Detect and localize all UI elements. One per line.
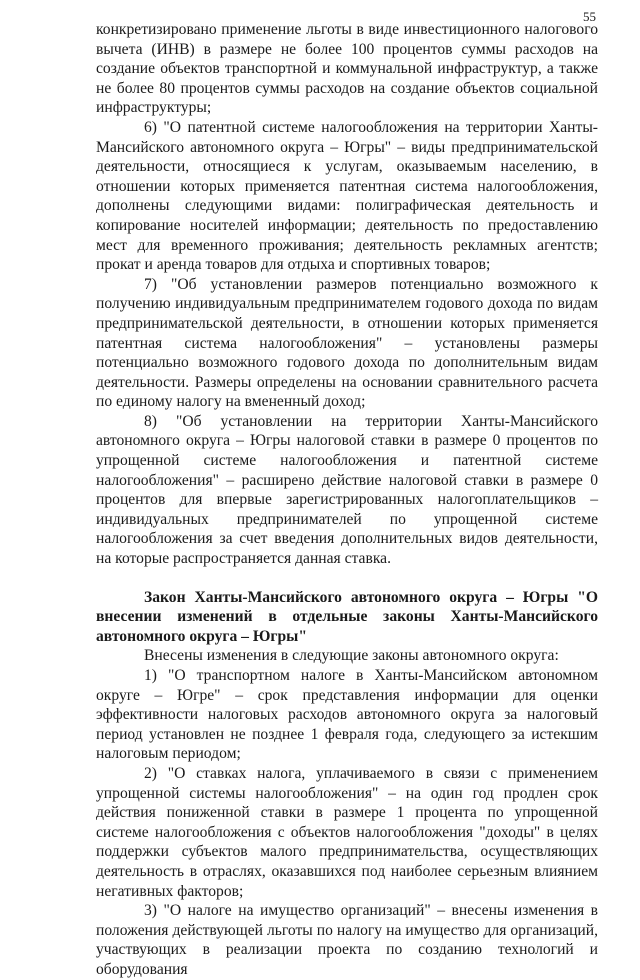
paragraph-law-2: 2) "О ставках налога, уплачиваемого в связи с применением упрощенной системы налогообложения" – на один год продлен срок действия пониженной ставки в размере 1 процента по упрощенной системе налогообложения с объектов налогообложения "доходы" в целях поддержки субъектов малого предпринимательства, осуществляющих деятельность в отраслях, оказавшихся под наиболее серьезным влиянием негативных факторов; xyxy=(96,764,598,900)
paragraph-item-7: 7) "Об установлении размеров потенциально возможного к получению индивидуальным предпринимателем годового дохода по видам предпринимательской деятельности, в отношении которых применяется патентная система налогообложения" – установлены размеры потенциально возможного годового дохода по дополнительным видам деятельности. Размеры определены на основании сравнительного расчета по единому налогу на вмененный доход; xyxy=(96,275,598,411)
paragraph-continuation: конкретизировано применение льготы в виде инвестиционного налогового вычета (ИНВ) в размере не более 100 процентов суммы расходов на создание объектов транспортной и коммунальной инфраструктур, а также не более 80 процентов суммы расходов на создание объектов социальной инфраструктуры; xyxy=(96,21,598,117)
paragraph-intro: Внесены изменения в следующие законы автономного округа: xyxy=(144,647,559,665)
page-number: 55 xyxy=(583,9,596,24)
paragraph-law-3: 3) "О налоге на имущество организаций" – внесены изменения в положения действующей льготы по налогу на имущество для организаций, участвующих в реализации проекта по созданию технологий и оборудования xyxy=(96,902,598,978)
paragraph-law-1: 1) "О транспортном налоге в Ханты-Мансийском автономном округе – Югре" – срок представления информации для оценки эффективности налоговых расходов автономного округа за налоговый период установлен не позднее 1 февраля года, следующего за истекшим налоговым периодом; xyxy=(96,667,598,763)
page-body xyxy=(96,20,598,980)
paragraph-item-6: 6) "О патентной системе налогообложения на территории Ханты-Мансийского автономного округа – Югры" – виды предпринимательской деятельности, относящиеся к услугам, оказываемым населению, в отношении которых применяется патентная система налогообложения, дополнены следующими видами: полиграфическая деятельность и копирование носителей информации; деятельность по предоставлению мест для временного проживания; деятельность рекламных агентств; прокат и аренда товаров для отдыха и спортивных товаров; xyxy=(96,118,598,274)
section-heading: Закон Ханты-Мансийского автономного округа – Югры "О внесении изменений в отдельные законы Ханты-Мансийского автономного округа – Югры" xyxy=(96,588,598,645)
paragraph-item-8: 8) "Об установлении на территории Ханты-Мансийского автономного округа – Югры налоговой ставки в размере 0 процентов по упрощенной системе налогообложения и патентной системе налогообложения" – расширено действие налоговой ставки в размере 0 процентов для впервые зарегистрированных налогоплательщиков – индивидуальных предпринимателей по упрощенной системе налогообложения за счет введения дополнительных видов деятельности, на которые распространяется данная ставка. xyxy=(96,412,598,568)
